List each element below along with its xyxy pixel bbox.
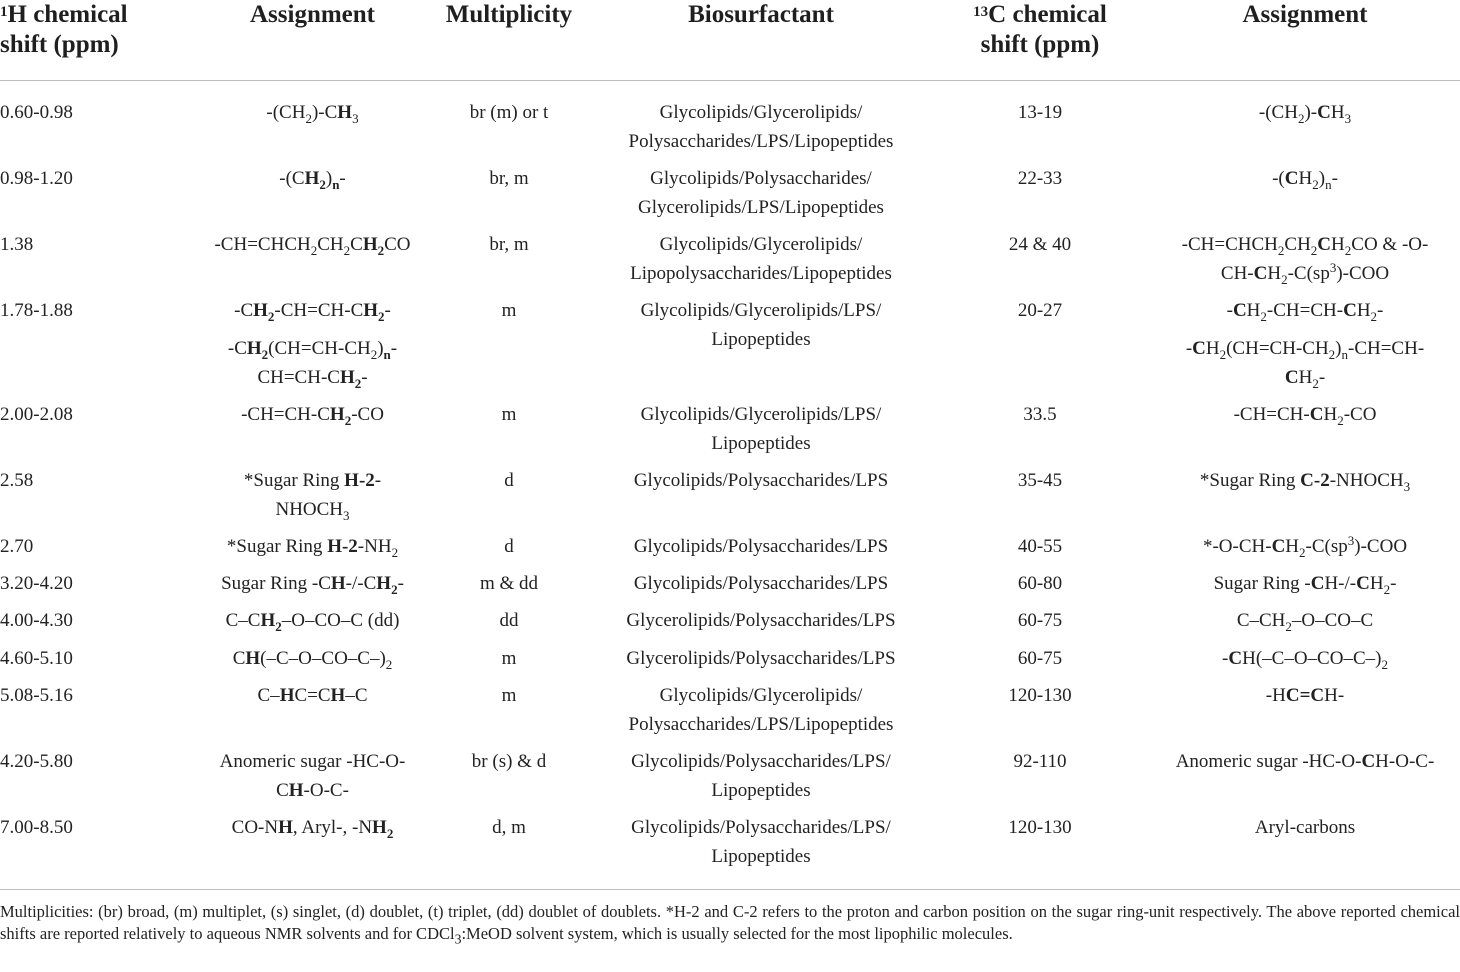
cell-1h-assignment: Anomeric sugar -HC-O- CH-O-C- xyxy=(219,751,406,801)
cell-1h-assignment: $-CH=CH-CH_2-CO$ xyxy=(241,404,384,428)
cell-multiplicity: m xyxy=(501,300,517,321)
cell-multiplicity: br, m xyxy=(489,234,529,255)
cell-biosurfactant xyxy=(600,606,922,635)
cell-13c-assignment: Anomeric sugar -HC-O-CH-O-C- xyxy=(1175,751,1435,772)
cell-13c-shift: 20-27 xyxy=(1017,300,1063,321)
cell-13c-assignment: Aryl-carbons xyxy=(1254,817,1356,838)
cell-13c-shift: 13-19 xyxy=(1017,102,1063,123)
header-multiplicity: Multiplicity xyxy=(445,1,573,28)
biosurfactant-line: Lipopolysaccharides/Lipopeptides xyxy=(630,263,892,284)
biosurfactant-line: Lipopeptides xyxy=(711,846,811,867)
cell-biosurfactant xyxy=(600,296,922,354)
cell-biosurfactant xyxy=(600,230,922,288)
cell-13c-assignment: $-(CH_2)-CH_3$ xyxy=(1258,102,1352,126)
cell-13c-assignment: $-CH(-C-O-CO-C-)_2$ xyxy=(1222,648,1388,672)
cell-biosurfactant xyxy=(600,813,922,871)
biosurfactant-line: Glycolipids/Polysaccharides/LPS/ xyxy=(631,817,891,838)
cell-biosurfactant xyxy=(600,681,922,739)
cell-multiplicity: d xyxy=(504,470,514,491)
cell-1h-shift: 2.00-2.08 xyxy=(0,404,73,425)
biosurfactant-line: Glycolipids/Polysaccharides/LPS/ xyxy=(631,751,891,772)
biosurfactant-line: Glycolipids/Glycerolipids/LPS/ xyxy=(640,300,882,321)
header-13c-line2: shift (ppm) xyxy=(980,31,1100,58)
cell-13c-shift: 22-33 xyxy=(1017,168,1063,189)
cell-biosurfactant xyxy=(600,400,922,458)
cell-13c-shift: 60-80 xyxy=(1017,573,1063,594)
cell-1h-assignment: C–HC=CH–C xyxy=(257,685,368,706)
cell-1h-assignment: $CH(-C-O-CO-C-)_2$ xyxy=(232,648,393,672)
cell-multiplicity: m xyxy=(501,648,517,669)
table-footnote: Multiplicities: (br) broad, (m) multiplet, (s) singlet, (d) doublet, (t) triplet, (dd) doublet of doublets. *H-2 and C-2 refers to the proton and carbon position on the sugar ring-unit respectively. The above reported chemical shifts are reported relatively to aqueous NMR solvents and for CDCl$_3$:MeOD solvent system, which is usually selected for the most lipophilic molecules. xyxy=(0,902,1460,947)
cell-1h-shift: 0.98-1.20 xyxy=(0,168,73,189)
cell-1h-shift: 2.58 xyxy=(0,470,34,491)
cell-13c-shift: 120-130 xyxy=(1008,685,1072,706)
biosurfactant-line: Glycerolipids/LPS/Lipopeptides xyxy=(638,197,884,218)
cell-13c-shift: 120-130 xyxy=(1008,817,1072,838)
cell-1h-assignment: Sugar Ring $-CH-/-CH_2-$ xyxy=(221,573,404,597)
cell-biosurfactant xyxy=(600,644,922,673)
cell-13c-shift: 35-45 xyxy=(1017,470,1063,491)
biosurfactant-line: Lipopeptides xyxy=(711,329,811,350)
cell-13c-assignment: -HC=CH- xyxy=(1265,685,1345,706)
cell-13c-assignment: $-CH=CH-CH_2-CO$ xyxy=(1233,404,1377,428)
cell-1h-shift: 4.20-5.80 xyxy=(0,751,73,772)
cell-13c-assignment: $-(CH_2)_n-$ xyxy=(1272,168,1338,192)
cell-biosurfactant xyxy=(600,98,922,156)
cell-1h-shift: 4.60-5.10 xyxy=(0,648,73,669)
header-assignment-2: Assignment xyxy=(1242,1,1368,28)
biosurfactant-line: Glycerolipids/Polysaccharides/LPS xyxy=(626,648,896,669)
cell-1h-shift: 3.20-4.20 xyxy=(0,573,73,594)
cell-1h-shift: 1.38 xyxy=(0,234,34,255)
assignment-line: $-CH_2-CH=CH-CH_2-$ xyxy=(1226,300,1384,324)
biosurfactant-line: Glycolipids/Polysaccharides/LPS xyxy=(633,536,889,557)
cell-1h-assignment: $-(CH_2)_n-$ xyxy=(279,168,346,192)
assignment-line: $CH_2-$ xyxy=(1284,367,1326,391)
cell-multiplicity: br, m xyxy=(489,168,529,189)
assignment-line: $-CH_2(CH=CH-CH_2)_n-CH=CH-$ xyxy=(1185,338,1425,362)
cell-13c-assignment: $-CH=CHCH_2CH_2CH_2CO$ & -O- $CH-CH_2-C(sp^3)$-COO xyxy=(1181,234,1429,287)
biosurfactant-line: Glycolipids/Polysaccharides/LPS xyxy=(633,470,889,491)
header-1h-line2: shift (ppm) xyxy=(0,31,119,58)
header-rule xyxy=(0,80,1460,81)
cell-1h-shift: 7.00-8.50 xyxy=(0,817,73,838)
cell-1h-assignment xyxy=(185,296,440,392)
biosurfactant-line: Lipopeptides xyxy=(711,433,811,454)
cell-biosurfactant xyxy=(600,164,922,222)
cell-multiplicity: dd xyxy=(499,610,519,631)
cell-biosurfactant xyxy=(600,569,922,598)
cell-multiplicity: m xyxy=(501,404,517,425)
biosurfactant-line: Glycolipids/Glycerolipids/ xyxy=(659,102,863,123)
cell-13c-shift: 92-110 xyxy=(1013,751,1067,772)
cell-multiplicity: m xyxy=(501,685,517,706)
cell-1h-assignment: *Sugar Ring H-2- $NHOCH_3$ xyxy=(243,470,382,523)
cell-1h-shift: 1.78-1.88 xyxy=(0,300,73,321)
biosurfactant-line: Glycolipids/Glycerolipids/ xyxy=(659,234,863,255)
biosurfactant-line: Glycolipids/Glycerolipids/LPS/ xyxy=(640,404,882,425)
cell-13c-shift: 60-75 xyxy=(1017,610,1063,631)
cell-13c-assignment: $C-CH_2-O-CO-C$ xyxy=(1236,610,1374,634)
assignment-line: $CH=CH-CH_2-$ xyxy=(257,367,368,391)
cell-13c-shift: 24 & 40 xyxy=(1008,234,1072,255)
cell-1h-shift: 5.08-5.16 xyxy=(0,685,73,706)
assignment-line: $-CH_2(CH=CH-CH_2)_n-$ xyxy=(227,338,398,362)
cell-multiplicity: d, m xyxy=(492,817,526,838)
biosurfactant-line: Lipopeptides xyxy=(711,780,811,801)
biosurfactant-line: Polysaccharides/LPS/Lipopeptides xyxy=(628,714,894,735)
biosurfactant-line: Glycolipids/Polysaccharides/ xyxy=(650,168,872,189)
cell-biosurfactant xyxy=(600,747,922,805)
biosurfactant-line: Glycolipids/Glycerolipids/ xyxy=(659,685,863,706)
cell-13c-shift: 33.5 xyxy=(1023,404,1057,425)
cell-13c-shift: 40-55 xyxy=(1017,536,1063,557)
cell-multiplicity: m & dd xyxy=(479,573,539,594)
cell-1h-assignment: $-(CH_2)-CH_3$ xyxy=(266,102,359,126)
header-assignment-1: Assignment xyxy=(249,1,375,28)
biosurfactant-line: Glycolipids/Polysaccharides/LPS xyxy=(633,573,889,594)
biosurfactant-line: Polysaccharides/LPS/Lipopeptides xyxy=(628,131,894,152)
header-13c-line1: $^{13}$C chemical xyxy=(973,1,1107,28)
cell-1h-shift: 0.60-0.98 xyxy=(0,102,73,123)
cell-1h-assignment: $-CH=CHCH_2CH_2CH_2CO$ xyxy=(214,234,411,258)
cell-13c-assignment: $*-O-CH-CH_2-C(sp^3)$-COO xyxy=(1202,533,1408,560)
header-13c-chemical-shift xyxy=(950,0,1130,60)
cell-biosurfactant xyxy=(600,532,922,561)
cell-1h-assignment: *Sugar Ring $H-2-NH_2$ xyxy=(226,536,399,560)
assignment-line: $-CH_2-CH=CH-CH_2-$ xyxy=(234,300,391,324)
cell-1h-shift: 2.70 xyxy=(0,536,34,557)
header-biosurfactant: Biosurfactant xyxy=(688,1,834,28)
cell-13c-assignment: *Sugar Ring $C-2-NHOCH_3$ xyxy=(1199,470,1411,494)
header-1h-chemical-shift xyxy=(0,0,170,60)
biosurfactant-line: Glycerolipids/Polysaccharides/LPS xyxy=(626,610,896,631)
cell-multiplicity: br (m) or t xyxy=(469,102,549,123)
cell-13c-assignment xyxy=(1150,296,1460,392)
footer-rule xyxy=(0,889,1460,890)
cell-1h-assignment: $C-CH_2-O-CO-C$ (dd) xyxy=(225,610,400,634)
cell-biosurfactant xyxy=(600,466,922,495)
cell-1h-assignment: CO-NH, Aryl-, $-NH_2$ xyxy=(231,817,394,841)
cell-multiplicity: br (s) & d xyxy=(471,751,547,772)
header-1h-line1: $^1$H chemical xyxy=(0,1,128,28)
cell-1h-shift: 4.00-4.30 xyxy=(0,610,73,631)
cell-13c-shift: 60-75 xyxy=(1017,648,1063,669)
cell-multiplicity: d xyxy=(504,536,514,557)
cell-13c-assignment: Sugar Ring $-CH-/-CH_2-$ xyxy=(1213,573,1397,597)
